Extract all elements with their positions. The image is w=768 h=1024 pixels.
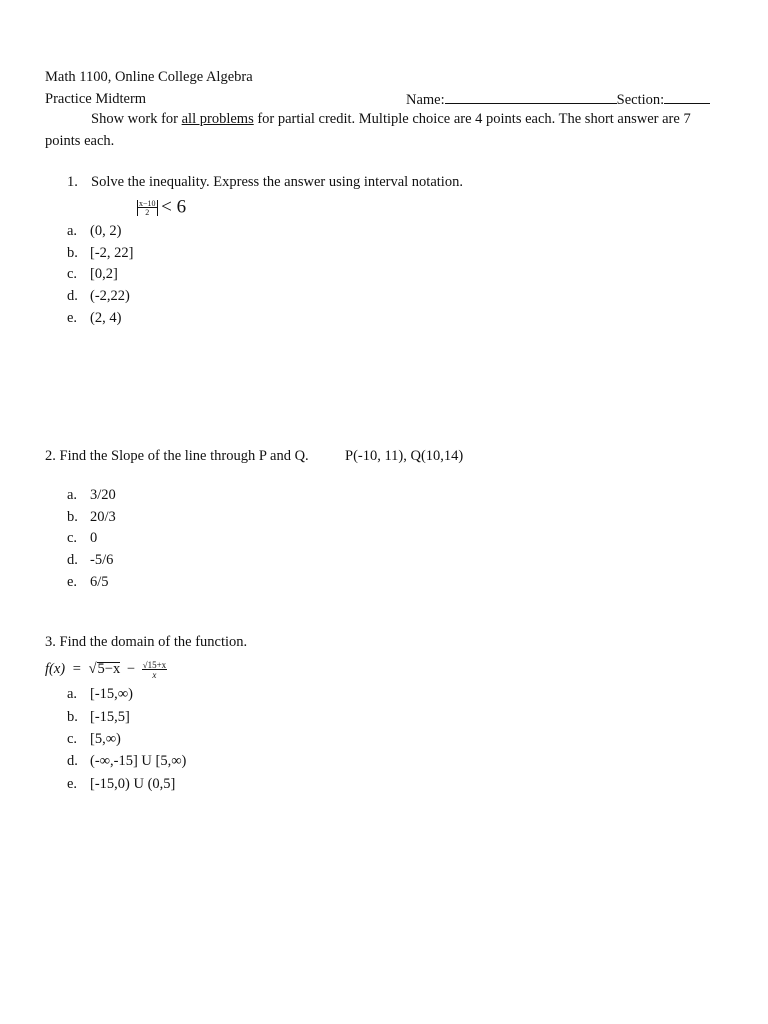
q3-sqrt-term: √5−x [88, 661, 121, 677]
q1-choice-b[interactable]: b. [-2, 22] [67, 245, 134, 261]
q3-choice-b[interactable]: b. [-15,5] [67, 709, 130, 725]
name-blank[interactable] [445, 90, 617, 104]
q2-choice-e[interactable]: e. 6/5 [67, 574, 109, 590]
section-blank[interactable] [664, 90, 710, 104]
section-label: Section: [616, 92, 665, 108]
q2-choice-a[interactable]: a. 3/20 [67, 487, 116, 503]
q1-expression: $\frac{x-10}{2}$ < 6 [139, 196, 187, 218]
q2-choice-d[interactable]: d. -5/6 [67, 552, 114, 568]
course-title: Math 1100, Online College Algebra [45, 69, 253, 85]
name-label: Name: [406, 92, 445, 108]
q1-choice-e[interactable]: e. (2, 4) [67, 310, 122, 326]
q3-choice-e[interactable]: e. [-15,0) U (0,5] [67, 776, 176, 792]
q2-points: P(-10, 11), Q(10,14) [345, 448, 464, 464]
q2-choice-b[interactable]: b. 20/3 [67, 509, 116, 525]
all-problems-emphasis: all problems [181, 111, 254, 127]
name-field[interactable] [406, 90, 710, 109]
q3-prompt: 3. Find the domain of the function. [45, 634, 248, 650]
instructions-line2: points each. [45, 133, 115, 149]
instructions-line1: Show work for all problems for partial credit. Multiple choice are 4 points each. The short answer are 7 [91, 111, 691, 127]
q3-choice-c[interactable]: c. [5,∞) [67, 731, 121, 747]
exam-title: Practice Midterm [45, 91, 147, 107]
q1-prompt: Solve the inequality. Express the answer using interval notation. [91, 174, 463, 190]
q1-choice-c[interactable]: c. [0,2] [67, 266, 118, 282]
q3-choice-d[interactable]: d. (-∞,-15] U [5,∞) [67, 753, 187, 769]
q3-fx: f(x) [45, 661, 66, 677]
q1-choice-a[interactable]: a. (0, 2) [67, 223, 122, 239]
q2-choice-c[interactable]: c. 0 [67, 530, 98, 546]
q1-choice-d[interactable]: d. (-2,22) [67, 288, 130, 304]
q3-choice-a[interactable]: a. [-15,∞) [67, 686, 133, 702]
q2-prompt: 2. Find the Slope of the line through P and Q. [45, 448, 309, 464]
q3-fraction: $\frac{√15+x}{x}$ [142, 659, 167, 680]
q1-number: 1. [67, 174, 78, 190]
q3-function: f(x) = √5−x − $\frac{√15+x}{x}$ [45, 659, 167, 680]
